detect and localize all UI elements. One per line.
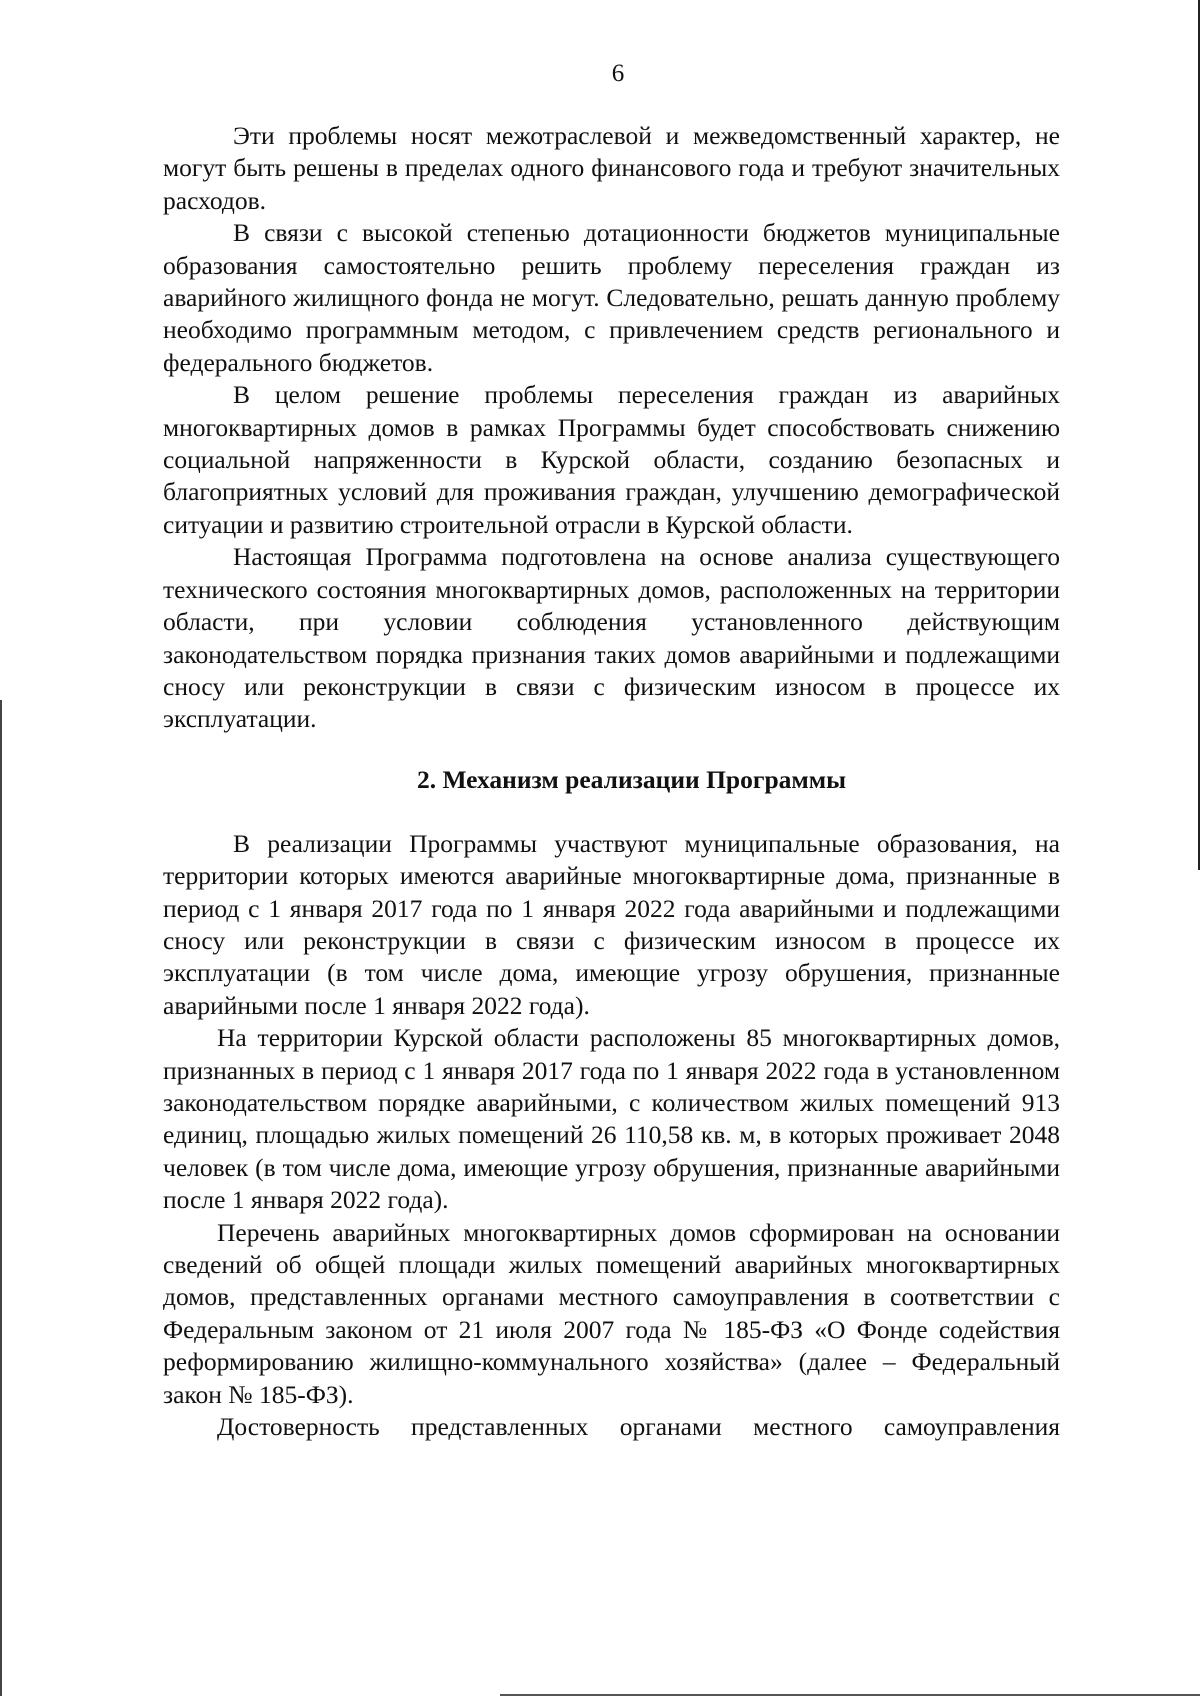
paragraph: В целом решение проблемы переселения граждан из аварийных многоквартирных домов в рамках Программы будет способствовать снижению социальной напряженности в Курской области, созданию безопасных и благоприятных условий для проживания граждан, улучшению демографической ситуации и развитию строительной отрасли в Курской области. xyxy=(163,380,1060,539)
page-number: 6 xyxy=(611,60,625,87)
section-heading: 2. Механизм реализации Программы xyxy=(416,764,847,794)
paragraph: Перечень аварийных многоквартирных домов сформирован на основании сведений об общей площади жилых помещений аварийных многоквартирных домов, представленных органами местного самоуправления в соответствии с Федеральным законом от 21 июля 2007 года № 185-ФЗ «О Фонде содействия реформированию жилищно-коммунального хозяйства» (далее – Федеральный закон № 185-ФЗ). xyxy=(163,1217,1060,1409)
document-body xyxy=(163,120,1060,1443)
paragraph: Достоверность представленных органами местного самоуправления xyxy=(217,1412,1060,1442)
paragraph: В реализации Программы участвуют муниципальные образования, на территории которых имеются аварийные многоквартирные дома, признанные в период с 1 января 2017 года по 1 января 2022 года аварийными и подлежащими сносу или реконструкции в связи с физическим износом в процессе их эксплуатации (в том числе дома, имеющие угрозу обрушения, признанные аварийными после 1 января 2022 года). xyxy=(163,828,1060,1020)
paragraph: Настоящая Программа подготовлена на основе анализа существующего технического состояния многоквартирных домов, расположенных на территории области, при условии соблюдения установленного действующим законодательством порядка признания таких домов аварийными и подлежащими сносу или реконструкции в связи с физическим износом в процессе их эксплуатации. xyxy=(163,542,1060,734)
paragraph: Эти проблемы носят межотраслевой и межведомственный характер, не могут быть решены в пределах одного финансового года и требуют значительных расходов. xyxy=(163,121,1060,215)
scan-edge-line xyxy=(0,700,2,1696)
paragraph: На территории Курской области расположены 85 многоквартирных домов, признанных в период с 1 января 2017 года по 1 января 2022 года в установленном законодательством порядке аварийными, с количеством жилых помещений 913 единиц, площадью жилых помещений 26 110,58 кв. м, в которых проживает 2048 человек (в том числе дома, имеющие угрозу обрушения, признанные аварийными после 1 января 2022 года). xyxy=(163,1023,1060,1215)
paragraph: В связи с высокой степенью дотационности бюджетов муниципальные образования самостоятельно решить проблему переселения граждан из аварийного жилищного фонда не могут. Следовательно, решать данную проблему необходимо программным методом, с привлечением средств регионального и федерального бюджетов. xyxy=(163,218,1060,377)
